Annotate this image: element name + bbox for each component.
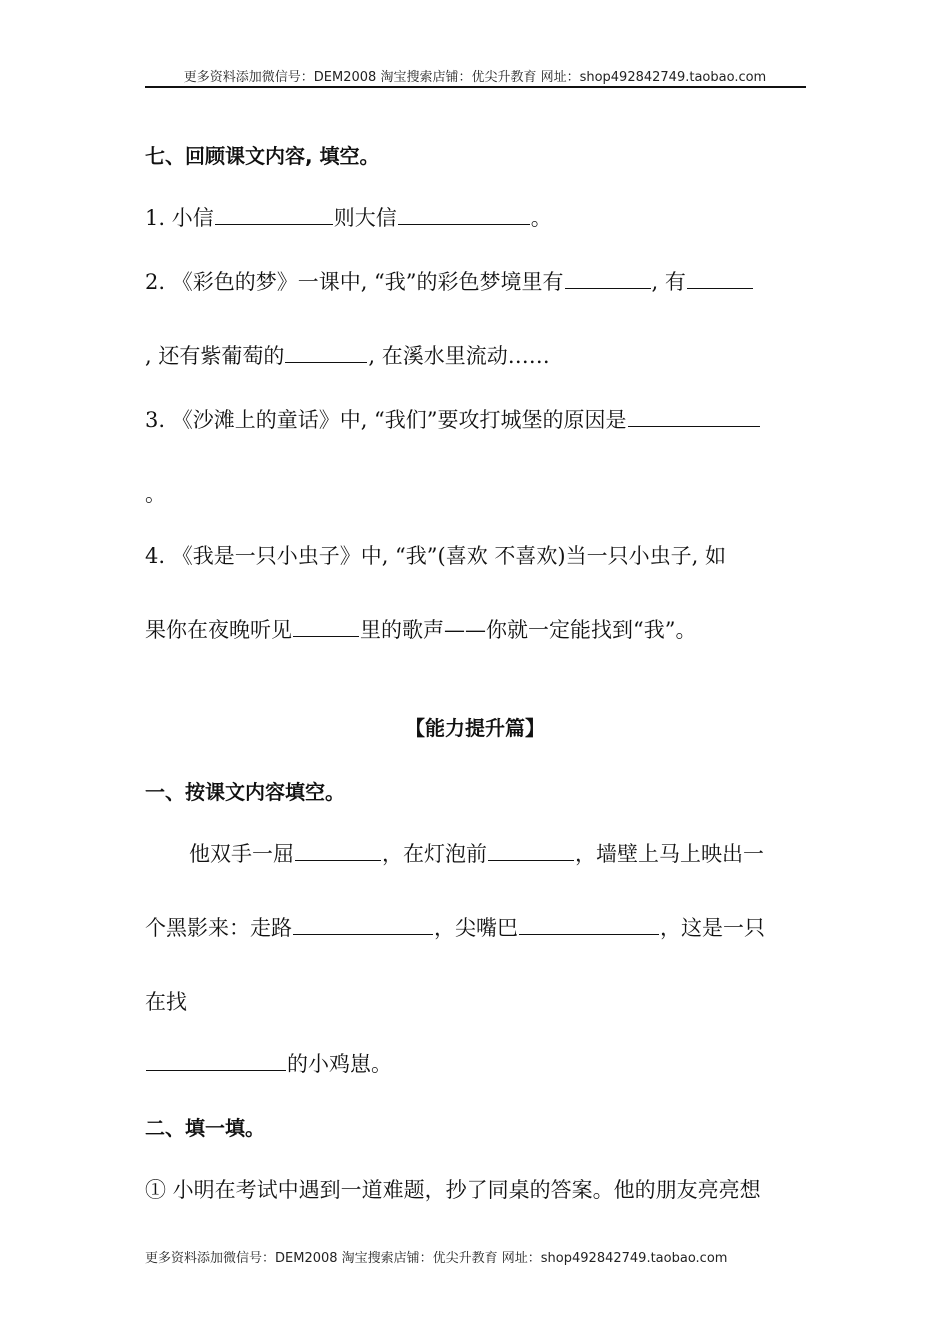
ability-s1-line-2 — [145, 912, 765, 942]
q2-blank-3[interactable] — [285, 361, 367, 363]
ability-s1-text-1b: ，在灯泡前 — [382, 842, 487, 866]
ability-s1-blank-2[interactable] — [488, 859, 574, 861]
ability-s1-text-2c: ，这是一只 — [660, 916, 765, 940]
q1-blank-1[interactable] — [215, 223, 333, 225]
q3-text-a: 3. 《沙滩上的童话》中, “我们”要攻打城堡的原因是 — [145, 408, 627, 432]
ability-s1-line-4 — [145, 1048, 392, 1078]
ability-s1-blank-1[interactable] — [295, 859, 381, 861]
q2-text-d: , 在溪水里流动…… — [368, 344, 550, 368]
ability-s1-text-2b: ，尖嘴巴 — [434, 916, 518, 940]
q2-text-b: , 有 — [651, 270, 686, 294]
ability-s1-blank-3[interactable] — [293, 933, 433, 935]
q2-blank-2[interactable] — [687, 287, 753, 289]
question-3-line-2: 。 — [145, 482, 166, 506]
ability-section-title: 【能力提升篇】 — [405, 716, 545, 740]
q1-text-c: 。 — [530, 206, 552, 230]
header-rule — [145, 86, 806, 88]
q2-text-a: 2. 《彩色的梦》一课中, “我”的彩色梦境里有 — [145, 270, 564, 294]
q1-text-a: 1. 小信 — [145, 206, 214, 230]
ability-s1-blank-5[interactable] — [146, 1069, 286, 1071]
q1-blank-2[interactable] — [398, 223, 530, 225]
page-header: 更多资料添加微信号：DEM2008 淘宝搜索店铺：优尖升教育 网址：shop492842749.taobao.com — [183, 70, 767, 85]
ability-s1-line-1 — [189, 838, 764, 868]
question-2-line-2 — [145, 340, 550, 370]
section-7-heading: 七、回顾课文内容, 填空。 — [145, 144, 380, 168]
q2-blank-1[interactable] — [565, 287, 651, 289]
question-2-line-1 — [145, 266, 754, 296]
ability-s1-text-1a: 他双手一屈 — [189, 842, 294, 866]
ability-section-2-heading: 二、填一填。 — [145, 1116, 265, 1140]
q4-text-b: 果你在夜晚听见 — [145, 618, 292, 642]
q1-text-b: 则大信 — [333, 206, 397, 230]
q2-text-c: , 还有紫葡萄的 — [145, 344, 285, 368]
q4-text-c: 里的歌声——你就一定能找到“我”。 — [360, 618, 697, 642]
q4-blank-1[interactable] — [293, 635, 359, 637]
ability-s1-line-3: 在找 — [145, 990, 187, 1014]
ability-s1-text-1c: ，墙壁上马上映出一 — [575, 842, 764, 866]
ability-s1-text-4: 的小鸡崽。 — [287, 1052, 392, 1076]
ability-section-1-heading: 一、按课文内容填空。 — [145, 780, 345, 804]
question-3-line-1 — [145, 404, 761, 434]
ability-s2-question-1: ① 小明在考试中遇到一道难题，抄了同桌的答案。他的朋友亮亮想 — [145, 1178, 761, 1202]
ability-s1-text-2a: 个黑影来：走路 — [145, 916, 292, 940]
question-1 — [145, 202, 552, 232]
question-4-line-1: 4. 《我是一只小虫子》中, “我”(喜欢 不喜欢)当一只小虫子, 如 — [145, 544, 726, 568]
q3-blank-1[interactable] — [628, 425, 760, 427]
ability-s1-blank-4[interactable] — [519, 933, 659, 935]
page-footer: 更多资料添加微信号：DEM2008 淘宝搜索店铺：优尖升教育 网址：shop492842749.taobao.com — [145, 1251, 728, 1266]
question-4-line-2 — [145, 614, 696, 644]
